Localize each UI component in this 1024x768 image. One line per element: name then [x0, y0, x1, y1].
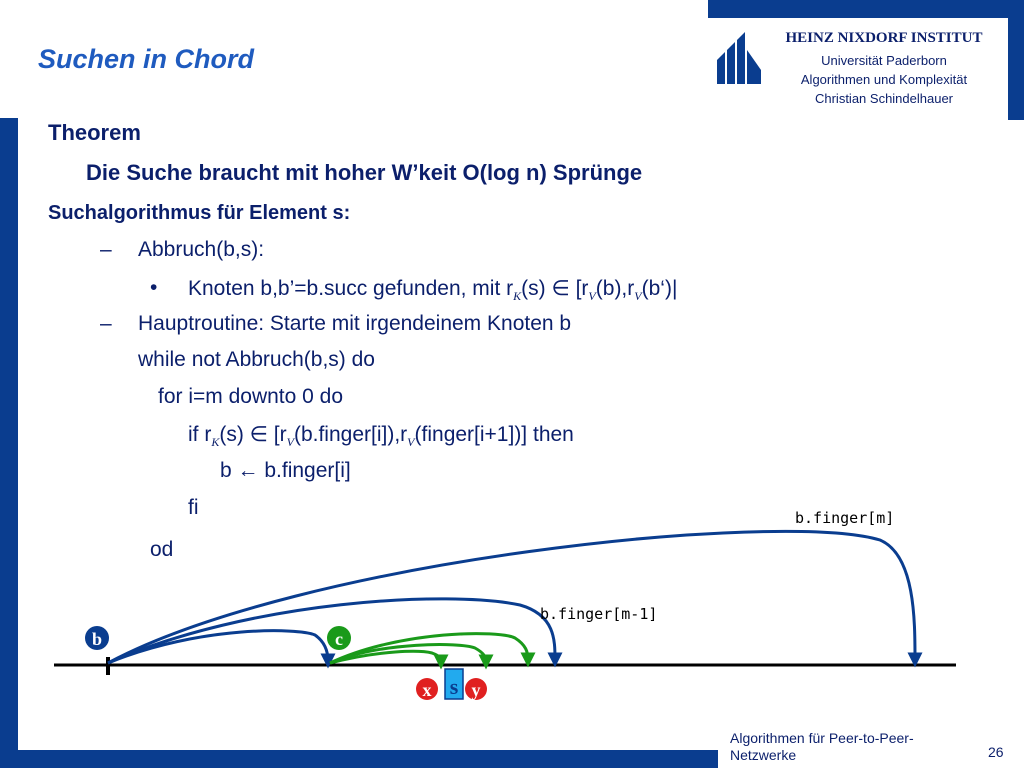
fi-line: fi	[188, 496, 199, 519]
algo-heading: Suchalgorithmus für Element s:	[48, 202, 351, 224]
abort-label: Abbruch(b,s):	[138, 238, 265, 261]
chord-diagram	[0, 500, 1024, 710]
finger-arc-m	[108, 531, 915, 663]
node-y-label: y	[471, 680, 481, 700]
label-finger-m: b.finger[m]	[795, 509, 895, 527]
while-line: while not Abbruch(b,s) do	[138, 348, 375, 371]
footer-course-title: Algorithmen für Peer-to-Peer-Netzwerke	[730, 730, 914, 763]
page-number: 26	[988, 744, 1004, 760]
c-finger-arc-1	[330, 634, 528, 663]
slide-title: Suchen in Chord	[38, 44, 254, 74]
main-routine: Hauptroutine: Starte mit irgendeinem Knoten b	[138, 312, 572, 335]
assign-line: b ← b.finger[i]	[220, 459, 351, 482]
c-finger-arc-3	[330, 645, 486, 663]
od-line: od	[150, 538, 174, 561]
list-dash: –	[100, 312, 112, 335]
institute-group: Algorithmen und Komplexität	[800, 72, 968, 87]
institute-logo-icon	[715, 30, 763, 86]
node-x-label: x	[422, 680, 432, 700]
list-bullet: •	[150, 276, 158, 299]
theorem-heading: Theorem	[48, 120, 141, 145]
theorem-text: Die Suche braucht mit hoher W’keit O(log n) Sprünge	[86, 160, 643, 185]
node-s-label: s	[449, 674, 459, 699]
label-finger-m1: b.finger[m-1]	[540, 605, 658, 623]
institute-person: Christian Schindelhauer	[814, 91, 954, 106]
top-frame-bar	[708, 0, 1024, 18]
if-line: if $r_K(s)$ ∈ $[r_V(b.finger[i]),r_V(finger[i+1])]$ then	[188, 423, 574, 450]
for-line: for i=m downto 0 do	[158, 385, 344, 408]
right-frame-bar	[1008, 0, 1024, 120]
node-b-label: b	[91, 629, 103, 649]
bottom-frame-bar	[0, 750, 718, 768]
node-c-label: c	[335, 629, 343, 649]
institute-university: Universität Paderborn	[821, 53, 947, 68]
institute-name: HEINZ NIXDORF INSTITUT	[785, 30, 983, 46]
list-dash: –	[100, 238, 112, 261]
abort-condition: Knoten b,b’=b.succ gefunden, mit $r_K(s)$ ∈ [$r_V(b),r_V(b‘)|$	[188, 277, 678, 304]
